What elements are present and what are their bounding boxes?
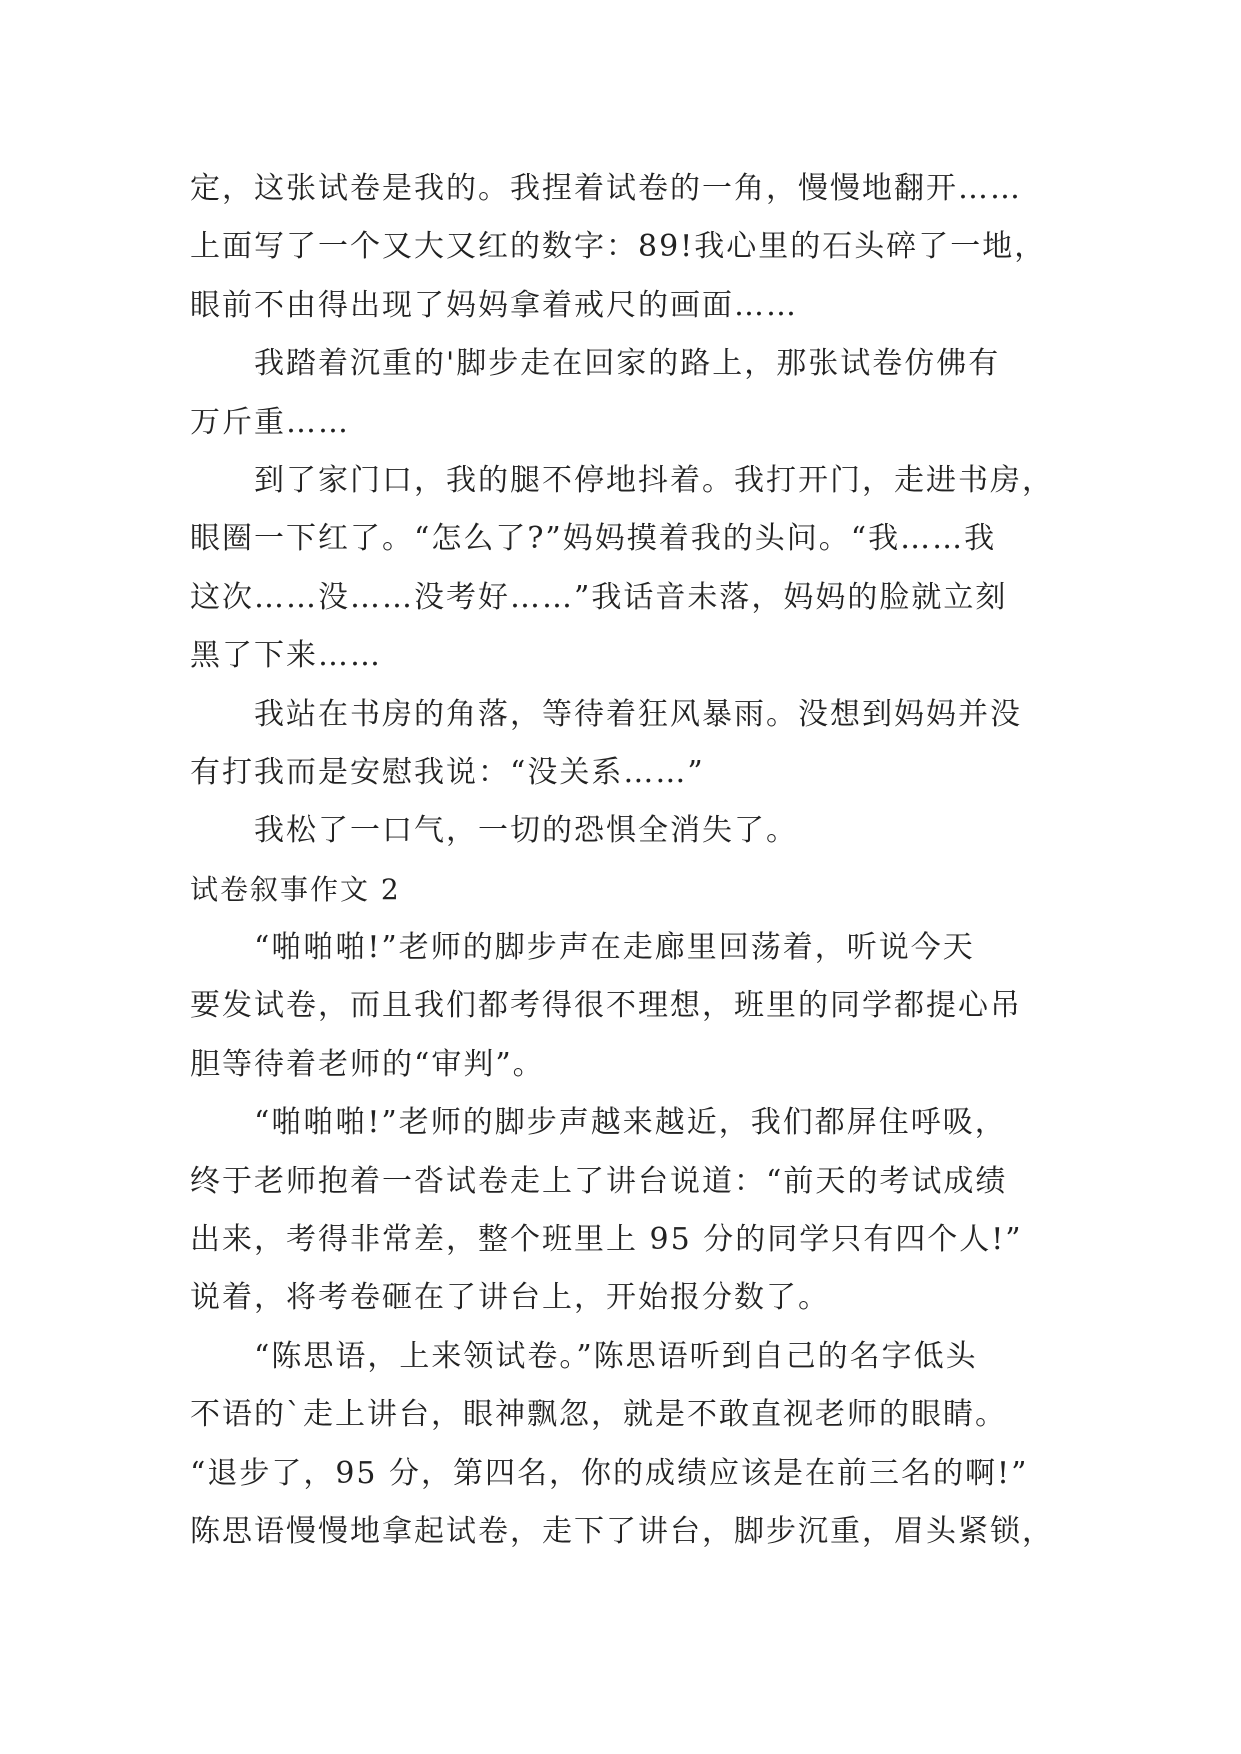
paragraph-first-line: 我松了一口气，一切的恐惧全消失了。 xyxy=(254,813,798,849)
text-line: 眼圈一下红了。“怎么了?”妈妈摸着我的头问。“我……我 xyxy=(190,521,997,557)
text-line: “退步了，95 分，第四名，你的成绩应该是在前三名的啊!” xyxy=(190,1455,1029,1491)
text-line: 万斤重…… xyxy=(190,404,350,440)
paragraph-first-line: “陈思语，上来领试卷。”陈思语听到自己的名字低头 xyxy=(254,1338,978,1374)
text-line: 终于老师抱着一沓试卷走上了讲台说道：“前天的考试成绩 xyxy=(190,1163,1008,1199)
text-line: 黑了下来…… xyxy=(190,638,382,674)
text-line: 眼前不由得出现了妈妈拿着戒尺的画面…… xyxy=(190,287,798,323)
text-line: 出来，考得非常差，整个班里上 95 分的同学只有四个人!” xyxy=(190,1222,1023,1258)
paragraph-first-line: 到了家门口，我的腿不停地抖着。我打开门，走进书房， xyxy=(254,462,1054,498)
text-line: 不语的`走上讲台，眼神飘忽，就是不敢直视老师的眼睛。 xyxy=(190,1397,1007,1433)
paragraph-first-line: 我踏着沉重的'脚步走在回家的路上，那张试卷仿佛有 xyxy=(254,346,1001,382)
text-line: 说着，将考卷砸在了讲台上，开始报分数了。 xyxy=(190,1280,830,1316)
paragraph-first-line: “啪啪啪!”老师的脚步声越来越近，我们都屏住呼吸， xyxy=(254,1105,1007,1141)
text-line: 上面写了一个又大又红的数字：89!我心里的石头碎了一地， xyxy=(190,229,1047,265)
text-line: 要发试卷，而且我们都考得很不理想，班里的同学都提心吊 xyxy=(190,988,1022,1024)
text-line: 胆等待着老师的“审判”。 xyxy=(190,1046,545,1082)
text-line: 陈思语慢慢地拿起试卷，走下了讲台，脚步沉重，眉头紧锁， xyxy=(190,1513,1054,1549)
section-heading: 试卷叙事作文 2 xyxy=(190,872,401,906)
essay-body xyxy=(190,160,1070,1561)
paragraph-first-line: 我站在书房的角落，等待着狂风暴雨。没想到妈妈并没 xyxy=(254,696,1022,732)
text-line: 定，这张试卷是我的。我捏着试卷的一角，慢慢地翻开…… xyxy=(190,171,1022,206)
text-line: 有打我而是安慰我说：“没关系……” xyxy=(190,754,705,790)
paragraph-first-line: “啪啪啪!”老师的脚步声在走廊里回荡着，听说今天 xyxy=(254,930,975,966)
text-line: 这次……没……没考好……”我话音未落，妈妈的脸就立刻 xyxy=(190,579,1008,615)
